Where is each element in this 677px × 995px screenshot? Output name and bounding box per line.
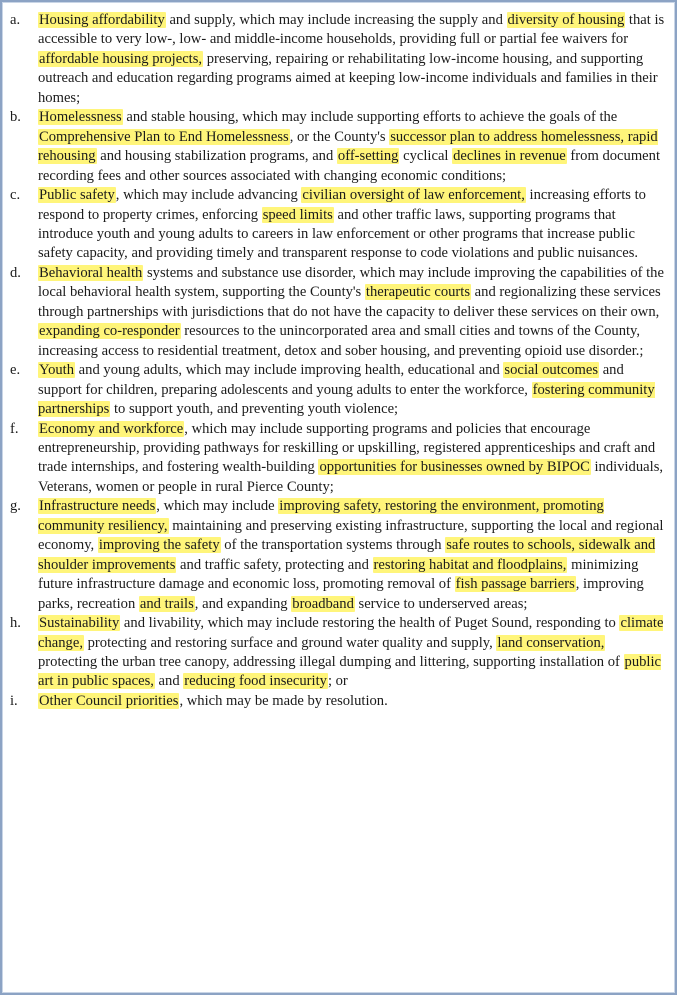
highlighted-phrase: climate change, xyxy=(38,615,664,651)
list-marker: i. xyxy=(10,692,18,709)
text-run: and support for children, preparing adolescents and young adults to enter the workforce, xyxy=(38,362,624,398)
text-run: protecting the urban tree canopy, addressing illegal dumping and littering, supporting installation of xyxy=(38,653,624,670)
list-item xyxy=(10,11,665,108)
text-run: and traffic safety, protecting and xyxy=(176,556,373,573)
text-run: and xyxy=(154,673,184,690)
text-run: and other traffic laws, supporting programs that introduce youth and young adults to careers in law enforcement or other programs that increase public safety capacity, and providing timely and transparent response to code violations and public nuisances. xyxy=(38,206,639,262)
highlighted-phrase: fostering community partnerships xyxy=(38,381,655,418)
list-item-text xyxy=(38,614,665,692)
highlighted-phrase: Infrastructure needs xyxy=(39,498,156,515)
highlighted-phrase: civilian oversight of law enforcement, xyxy=(302,187,525,204)
text-run: ; or xyxy=(327,673,348,690)
highlighted-phrase: speed limits xyxy=(262,206,333,223)
text-run: and regionalizing these services through partnerships with jurisdictions that do not have the capacity to deliver these services on their own, xyxy=(38,284,661,320)
text-run: preserving, repairing or rehabilitating low-income housing, and supporting outreach and education regarding programs aimed at keeping low-income individuals and families in their homes; xyxy=(38,50,658,106)
highlighted-phrase: diversity of housing xyxy=(507,12,625,28)
highlighted-phrase: Comprehensive Plan to End Homelessness xyxy=(39,128,289,145)
list-item-text xyxy=(38,361,665,419)
highlighted-phrase: affordable housing projects, xyxy=(39,50,203,67)
highlighted-phrase: Other Council priorities xyxy=(39,692,179,709)
text-run: resources to the unincorporated area and small cities and towns of the County, increasing access to residential treatment, detox and sober housing, and preventing opioid use disorder.; xyxy=(38,323,644,359)
list-marker: d. xyxy=(10,264,21,281)
highlighted-phrase: land conservation, xyxy=(497,634,605,651)
text-run: and livability, which may include restoring the health of Puget Sound, responding to xyxy=(120,615,620,632)
list-item xyxy=(10,420,665,498)
list-item xyxy=(10,186,665,264)
highlighted-phrase: declines in revenue xyxy=(453,148,566,165)
text-run: individuals, Veterans, women or people in rural Pierce County; xyxy=(38,459,664,495)
highlighted-phrase: reducing food insecurity xyxy=(184,673,327,690)
text-run: increasing efforts to respond to property crimes, enforcing xyxy=(38,187,646,223)
list-item-text xyxy=(38,264,665,361)
highlighted-phrase: successor plan to address homelessness, rapid rehousing xyxy=(38,128,658,165)
list-item-text xyxy=(38,108,665,186)
text-run: of the transportation systems through xyxy=(220,537,446,554)
highlighted-phrase: improving safety, restoring the environment, promoting community resiliency, xyxy=(38,498,604,534)
list-item-text xyxy=(38,497,665,614)
text-run: cyclical xyxy=(399,148,453,165)
highlighted-phrase: Housing affordability xyxy=(39,12,165,28)
list-item-text xyxy=(38,186,665,264)
highlighted-phrase: therapeutic courts xyxy=(365,284,471,301)
highlighted-phrase: and trails xyxy=(139,595,194,612)
priority-list xyxy=(10,11,665,711)
text-run: , and expanding xyxy=(194,595,292,612)
highlighted-phrase: Economy and workforce xyxy=(39,420,184,437)
list-marker: g. xyxy=(10,498,21,515)
highlighted-phrase: Sustainability xyxy=(39,615,120,632)
highlighted-phrase: off-setting xyxy=(337,148,399,165)
highlighted-phrase: opportunities for businesses owned by BIPOC xyxy=(319,459,590,476)
text-run: systems and substance use disorder, which may include improving the capabilities of the local behavioral health system, supporting the County's xyxy=(38,264,664,301)
text-run: that is accessible to very low-, low- and middle-income households, providing full or partial fee waivers for xyxy=(38,12,665,48)
text-run: , improving parks, recreation xyxy=(38,576,644,612)
list-item xyxy=(10,361,665,419)
list-marker: b. xyxy=(10,109,21,126)
list-item xyxy=(10,692,665,711)
list-marker: h. xyxy=(10,615,21,632)
highlighted-phrase: improving the safety xyxy=(98,537,220,554)
text-run: minimizing future infrastructure damage and economic loss, promoting removal of xyxy=(38,556,639,593)
list-item xyxy=(10,108,665,186)
list-item-text xyxy=(38,420,665,498)
text-run: protecting and restoring surface and ground water quality and supply, xyxy=(83,634,497,651)
list-item-text xyxy=(38,692,665,711)
highlighted-phrase: fish passage barriers xyxy=(455,576,575,593)
list-marker: a. xyxy=(10,12,21,28)
highlighted-phrase: social outcomes xyxy=(504,362,599,379)
list-item xyxy=(10,264,665,361)
text-run: to support youth, and preventing youth violence; xyxy=(110,401,399,418)
text-run: and stable housing, which may include supporting efforts to achieve the goals of the xyxy=(122,109,618,126)
highlighted-phrase: Public safety xyxy=(39,187,115,204)
text-run: , which may include supporting programs and policies that encourage entrepreneurship, providing pathways for reskilling or upskilling, registered apprenticeships and craft and trade internships, and fostering wealth-building xyxy=(38,420,656,476)
text-run: , which may include advancing xyxy=(115,187,302,204)
highlighted-phrase: expanding co-responder xyxy=(39,323,180,340)
highlighted-phrase: restoring habitat and floodplains, xyxy=(373,556,567,573)
highlighted-phrase: broadband xyxy=(292,595,354,612)
highlighted-phrase: public art in public spaces, xyxy=(38,653,661,690)
list-marker: c. xyxy=(10,187,21,204)
list-marker: e. xyxy=(10,362,21,379)
text-run: and housing stabilization programs, and xyxy=(96,148,337,165)
text-run: maintaining and preserving existing infrastructure, supporting the local and regional economy, xyxy=(38,517,664,554)
text-run: and supply, which may include increasing the supply and xyxy=(165,12,507,28)
text-run: service to underserved areas; xyxy=(354,595,528,612)
highlighted-phrase: Youth xyxy=(39,362,75,379)
highlighted-phrase: safe routes to schools, sidewalk and shoulder improvements xyxy=(38,537,656,573)
highlighted-phrase: Homelessness xyxy=(39,109,122,126)
list-item xyxy=(10,497,665,614)
highlighted-phrase: Behavioral health xyxy=(39,264,143,281)
text-run: , or the County's xyxy=(289,128,390,145)
list-item-text xyxy=(38,11,665,108)
list-item xyxy=(10,614,665,692)
text-run: , which may include xyxy=(156,498,279,515)
text-run: from document recording fees and other sources associated with changing economic conditions; xyxy=(38,148,660,184)
list-marker: f. xyxy=(10,420,19,437)
text-run: , which may be made by resolution. xyxy=(179,692,388,709)
text-run: and young adults, which may include improving health, educational and xyxy=(75,362,504,379)
